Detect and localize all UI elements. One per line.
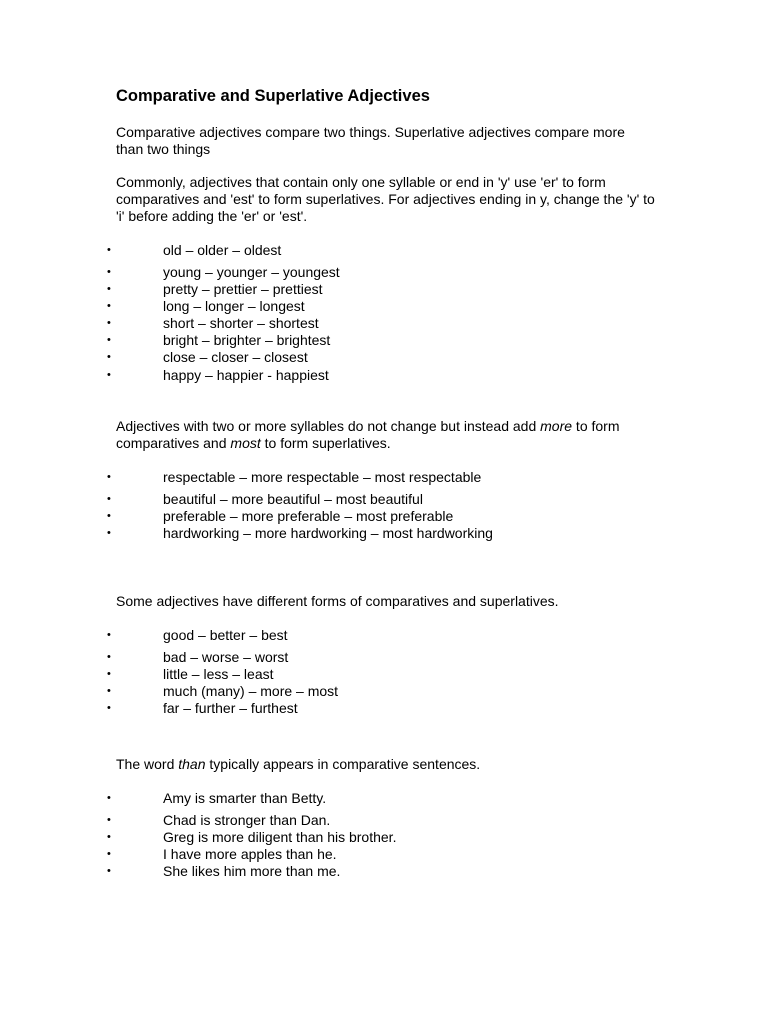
bullet-icon: • (107, 667, 111, 680)
bullet-icon: • (107, 299, 111, 312)
bullet-icon: • (107, 847, 111, 860)
emphasis-most: most (230, 435, 261, 451)
list-item: • beautiful – more beautiful – most beautiful (107, 490, 423, 507)
bullet-icon: • (107, 282, 111, 295)
than-paragraph: The word than typically appears in comparative sentences. (116, 756, 481, 772)
list-item: • bad – worse – worst (107, 648, 289, 665)
list-item: • bright – brighter – brightest (107, 332, 331, 349)
bullet-icon: • (107, 368, 111, 381)
bullet-icon: • (107, 650, 111, 663)
bullet-icon: • (107, 317, 111, 330)
list-item: • Amy is smarter than Betty. (107, 790, 327, 806)
irregular-paragraph: Some adjectives have different forms of comparatives and superlatives. (116, 593, 559, 609)
list-item: • little – less – least (107, 665, 274, 682)
emphasis-than: than (178, 756, 206, 772)
list-item: • short – shorter – shortest (107, 315, 319, 332)
list-item: • I have more apples than he. (107, 845, 337, 862)
than-list (0, 790, 700, 880)
one-syllable-list (0, 242, 700, 384)
bullet-icon: • (107, 509, 111, 522)
bullet-icon: • (107, 334, 111, 347)
bullet-icon: • (107, 244, 111, 256)
list-item: • good – better – best (107, 627, 288, 643)
list-item: • pretty – prettier – prettiest (107, 280, 323, 297)
bullet-icon: • (107, 629, 111, 641)
list-item: • hardworking – more hardworking – most hardworking (107, 524, 493, 541)
list-item: • happy – happier - happiest (107, 366, 329, 383)
list-item: • close – closer – closest (107, 349, 308, 366)
page-title: Comparative and Superlative Adjectives (116, 87, 430, 105)
bullet-icon: • (107, 813, 111, 826)
multi-syllable-paragraph: Adjectives with two or more syllables do not change but instead add more to form comparatives and most to form superlatives. (116, 418, 620, 451)
bullet-icon: • (107, 830, 111, 843)
list-item: • preferable – more preferable – most preferable (107, 507, 454, 524)
list-item: • long – longer – longest (107, 297, 305, 314)
bullet-icon: • (107, 684, 111, 697)
list-item: • much (many) – more – most (107, 682, 339, 699)
bullet-icon: • (107, 865, 111, 878)
list-item: • young – younger – youngest (107, 263, 340, 280)
list-item: • Chad is stronger than Dan. (107, 811, 331, 828)
emphasis-more: more (540, 418, 573, 434)
bullet-icon: • (107, 471, 111, 483)
list-item: • far – further – furthest (107, 700, 298, 717)
intro-paragraph-1: Comparative adjectives compare two things. Superlative adjectives compare more than two things (116, 124, 625, 157)
irregular-list (0, 627, 700, 717)
multi-syllable-list (0, 469, 700, 542)
bullet-icon: • (107, 792, 111, 804)
bullet-icon: • (107, 702, 111, 715)
bullet-icon: • (107, 351, 111, 364)
bullet-icon: • (107, 492, 111, 505)
intro-paragraph-2: Commonly, adjectives that contain only one syllable or end in 'y' use 'er' to form comparatives and 'est' to form superlatives. For adjectives ending in y, change the 'y' to 'i' before adding the 'er' or 'est'. (116, 174, 655, 224)
bullet-icon: • (107, 526, 111, 539)
list-item: • Greg is more diligent than his brother. (107, 828, 397, 845)
list-item: • She likes him more than me. (107, 863, 341, 880)
list-item: • respectable – more respectable – most respectable (107, 469, 482, 485)
list-item: • old – older – oldest (107, 242, 282, 258)
bullet-icon: • (107, 265, 111, 278)
